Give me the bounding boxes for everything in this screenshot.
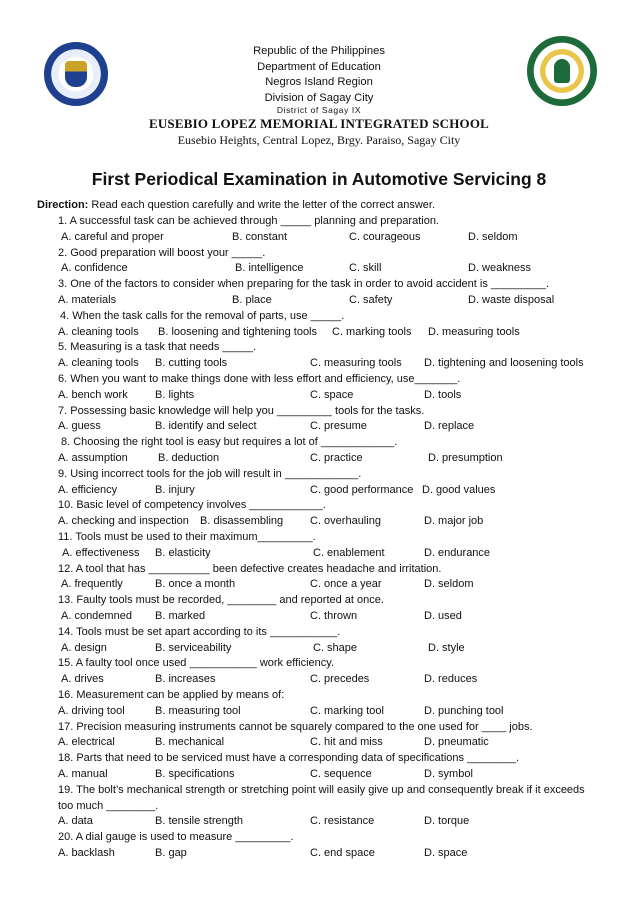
- question-6-option-d: D. tools: [424, 388, 462, 401]
- direction-label: Direction:: [37, 199, 89, 211]
- question-20-option-a: A. backlash: [58, 847, 115, 859]
- question-20-option-c: C. end space: [310, 847, 375, 859]
- question-8-option-b: B. deduction: [158, 452, 220, 464]
- question-4: 4. When the task calls for the removal of parts, use _____.: [60, 309, 345, 322]
- question-4-option-a: A. cleaning tools: [58, 325, 139, 338]
- question-9-option-c: C. good performance: [310, 483, 414, 496]
- question-5: 5. Measuring is a task that needs _____.: [58, 341, 257, 354]
- question-2-option-a: A. confidence: [61, 262, 128, 275]
- question-10: 10. Basic level of competency involves ____________.: [58, 499, 326, 512]
- question-18-option-d: D. symbol: [424, 768, 473, 780]
- exam-title: First Periodical Examination in Automotive Servicing 8: [91, 169, 547, 189]
- question-15-option-b: B. increases: [155, 673, 216, 686]
- question-16-option-d: D. punching tool: [424, 704, 504, 717]
- question-6-option-a: A. bench work: [58, 388, 128, 401]
- question-8-option-a: A. assumption: [58, 452, 128, 464]
- question-13-option-c: C. thrown: [310, 610, 358, 622]
- question-10-option-a: A. checking and inspection: [58, 515, 189, 528]
- question-17-option-d: D. pneumatic: [424, 736, 489, 749]
- question-1-option-d: D. seldom: [468, 230, 518, 243]
- question-16-option-c: C. marking tool: [310, 704, 384, 717]
- question-14-option-b: B. serviceability: [155, 641, 232, 654]
- question-14-option-a: A. design: [61, 641, 107, 654]
- question-11: 11. Tools must be used to their maximum_________.: [58, 531, 316, 543]
- question-2: 2. Good preparation will boost your _____.: [58, 246, 266, 259]
- question-15-option-a: A. drives: [61, 673, 104, 686]
- question-12-option-c: C. once a year: [310, 578, 382, 591]
- question-6: 6. When you want to make things done with less effort and efficiency, use_______.: [58, 373, 461, 385]
- question-5-option-c: C. measuring tools: [310, 357, 402, 370]
- question-16-option-b: B. measuring tool: [155, 704, 241, 717]
- question-5-option-d: D. tightening and loosening tools: [424, 357, 584, 370]
- question-20: 20. A dial gauge is used to measure _________.: [58, 831, 294, 844]
- question-7-option-b: B. identify and select: [155, 420, 257, 433]
- question-6-option-c: C. space: [310, 388, 354, 401]
- question-3: 3. One of the factors to consider when preparing for the task in order to avoid accident is _________.: [58, 278, 550, 291]
- direction-text: Read each question carefully and write the letter of the correct answer.: [88, 199, 436, 211]
- header-region: Negros Island Region: [265, 76, 373, 88]
- question-3-option-a: A. materials: [58, 294, 117, 306]
- question-8-option-c: C. practice: [310, 452, 363, 464]
- question-8-option-d: D. presumption: [428, 452, 503, 464]
- header-school-address: Eusebio Heights, Central Lopez, Brgy. Paraiso, Sagay City: [177, 133, 461, 147]
- question-10-option-d: D. major job: [424, 515, 484, 528]
- question-7-option-c: C. presume: [310, 420, 367, 433]
- question-3-option-c: C. safety: [349, 294, 393, 306]
- question-19-option-d: D. torque: [424, 815, 470, 828]
- question-13: 13. Faulty tools must be recorded, ________ and reported at once.: [58, 594, 384, 607]
- question-9-option-b: B. injury: [155, 483, 195, 496]
- question-16: 16. Measurement can be applied by means of:: [58, 689, 285, 701]
- question-19: 19. The bolt’s mechanical strength or stretching point will easily give up and consequently break if it exceeds too much ________.: [58, 783, 585, 812]
- question-11-option-a: A. effectiveness: [62, 546, 140, 559]
- question-13-option-d: D. used: [424, 610, 462, 622]
- question-11-option-d: D. endurance: [424, 546, 491, 559]
- question-11-option-b: B. elasticity: [155, 546, 211, 559]
- question-2-option-c: C. skill: [349, 262, 382, 275]
- question-13-option-b: B. marked: [155, 610, 206, 622]
- question-6-option-b: B. lights: [155, 388, 195, 401]
- header-division: Division of Sagay City: [264, 91, 374, 104]
- question-7-option-a: A. guess: [58, 420, 101, 433]
- question-17-option-c: C. hit and miss: [310, 736, 383, 749]
- question-11-option-c: C. enablement: [313, 546, 385, 559]
- question-18-option-b: B. specifications: [155, 768, 235, 780]
- question-10-option-c: C. overhauling: [310, 515, 381, 528]
- question-1-option-b: B. constant: [232, 230, 288, 243]
- header-department: Department of Education: [257, 60, 381, 73]
- question-17: 17. Precision measuring instruments cannot be squarely compared to the one used for ____ jobs.: [58, 720, 533, 733]
- question-9-option-a: A. efficiency: [58, 483, 118, 496]
- question-12: 12. A tool that has __________ been defective creates headache and irritation.: [58, 562, 442, 575]
- question-15-option-d: D. reduces: [424, 673, 478, 686]
- question-12-option-a: A. frequently: [61, 578, 123, 591]
- question-13-option-a: A. condemned: [61, 610, 132, 622]
- question-19-option-a: A. data: [58, 815, 93, 828]
- question-4-option-b: B. loosening and tightening tools: [158, 325, 318, 338]
- question-19-option-c: C. resistance: [310, 815, 375, 828]
- question-18-option-c: C. sequence: [310, 768, 372, 780]
- question-15-option-c: C. precedes: [310, 673, 370, 686]
- question-1: 1. A successful task can be achieved through _____ planning and preparation.: [58, 215, 439, 227]
- header-republic: Republic of the Philippines: [253, 45, 385, 57]
- header-district: District of Sagay IX: [276, 105, 362, 115]
- question-14: 14. Tools must be set apart according to its ___________.: [58, 625, 341, 638]
- question-9: 9. Using incorrect tools for the job will result in ____________.: [58, 467, 362, 480]
- question-18: 18. Parts that need to be serviced must have a corresponding data of specifications ________.: [58, 752, 520, 765]
- question-3-option-b: B. place: [232, 294, 272, 306]
- question-14-option-c: C. shape: [313, 641, 358, 654]
- question-4-option-c: C. marking tools: [332, 325, 412, 338]
- question-9-option-d: D. good values: [422, 483, 496, 496]
- question-17-option-a: A. electrical: [58, 736, 115, 749]
- question-2-option-d: D. weakness: [468, 262, 531, 275]
- question-7: 7. Possessing basic knowledge will help you _________ tools for the tasks.: [58, 404, 425, 417]
- question-10-option-b: B. disassembling: [200, 515, 284, 528]
- question-14-option-d: D. style: [428, 641, 465, 654]
- question-8: 8. Choosing the right tool is easy but requires a lot of ____________.: [61, 436, 398, 449]
- question-1-option-c: C. courageous: [349, 230, 421, 243]
- question-12-option-d: D. seldom: [424, 578, 474, 591]
- question-12-option-b: B. once a month: [155, 578, 236, 591]
- question-4-option-d: D. measuring tools: [428, 325, 520, 338]
- question-15: 15. A faulty tool once used ___________ work efficiency.: [58, 657, 335, 670]
- question-5-option-b: B. cutting tools: [155, 357, 228, 370]
- question-2-option-b: B. intelligence: [235, 262, 304, 275]
- question-16-option-a: A. driving tool: [58, 704, 125, 717]
- question-20-option-d: D. space: [424, 847, 468, 859]
- question-5-option-a: A. cleaning tools: [58, 357, 139, 370]
- question-7-option-d: D. replace: [424, 420, 475, 433]
- question-18-option-a: A. manual: [58, 768, 108, 780]
- question-1-option-a: A. careful and proper: [61, 230, 164, 243]
- question-19-option-b: B. tensile strength: [155, 815, 244, 828]
- direction: [37, 198, 435, 214]
- header-school-name: EUSEBIO LOPEZ MEMORIAL INTEGRATED SCHOOL: [148, 116, 490, 131]
- question-17-option-b: B. mechanical: [155, 736, 225, 749]
- question-20-option-b: B. gap: [155, 847, 187, 859]
- question-3-option-d: D. waste disposal: [468, 294, 555, 306]
